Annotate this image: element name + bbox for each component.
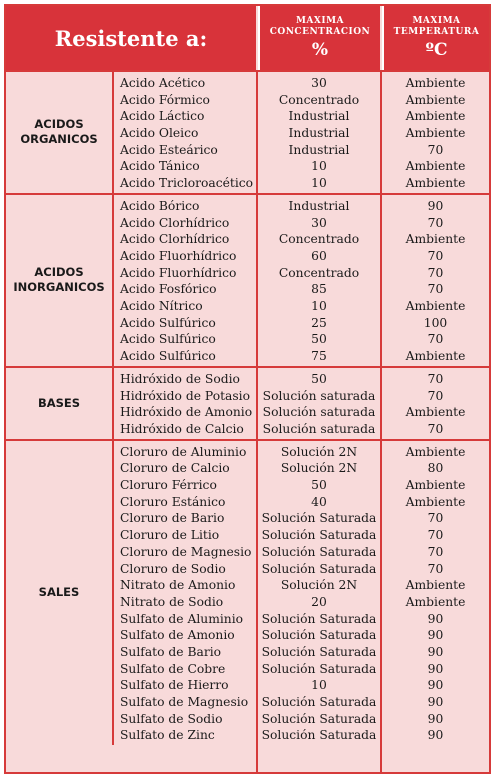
table-row: [114, 677, 489, 694]
concentration-cell: Solución Saturada: [261, 628, 377, 643]
temperature-cell: 100: [423, 315, 448, 330]
temperature-cell: Ambiente: [405, 76, 466, 90]
substance-cell: Acido Nítrico: [120, 299, 203, 314]
substance-cell: Acido Bórico: [120, 198, 200, 213]
table-row: [114, 198, 489, 215]
temperature-cell: 90: [427, 628, 444, 643]
substance-cell: Acido Acético: [120, 76, 206, 90]
table-row: [114, 577, 489, 594]
temperature-cell: Ambiente: [405, 578, 466, 593]
concentration-cell: Solución Saturada: [261, 728, 377, 743]
substance-cell: Nitrato de Amonio: [120, 578, 236, 593]
substance-cell: Acido Fórmico: [120, 92, 210, 107]
temperature-cell: Ambiente: [405, 478, 466, 493]
temperature-cell: 90: [427, 695, 444, 709]
concentration-cell: Solución saturada: [262, 421, 376, 436]
concentration-cell: 75: [311, 349, 327, 364]
table-row: [114, 315, 489, 332]
substance-cell: Cloruro de Calcio: [120, 461, 230, 476]
concentration-cell: Solución 2N: [280, 444, 358, 459]
temperature-cell: 90: [427, 644, 444, 659]
substance-cell: Hidróxido de Amonio: [120, 405, 253, 420]
group-rows: [114, 371, 489, 438]
group: [6, 193, 489, 366]
substance-cell: Cloruro de Litio: [120, 528, 220, 543]
substance-cell: Acido Esteárico: [120, 142, 218, 157]
table-row: [114, 298, 489, 315]
concentration-cell: 10: [311, 678, 327, 693]
substance-cell: Acido Clorhídrico: [120, 232, 230, 247]
header-temperature-label: MAXIMA TEMPERATURA: [393, 16, 480, 37]
substance-cell: Acido Sulfúrico: [120, 332, 216, 347]
concentration-cell: Industrial: [288, 198, 350, 213]
group-rows: [114, 75, 489, 192]
table-row: [114, 494, 489, 511]
temperature-cell: 70: [427, 332, 444, 347]
concentration-cell: Solución Saturada: [261, 695, 377, 709]
substance-cell: Sulfato de Aluminio: [120, 611, 244, 626]
temperature-cell: 90: [427, 661, 444, 676]
temperature-cell: 90: [427, 198, 444, 213]
temperature-cell: 70: [427, 371, 444, 386]
table-row: [114, 348, 489, 365]
substance-cell: Sulfato de Magnesio: [120, 695, 249, 709]
temperature-cell: 70: [427, 388, 444, 403]
group: [6, 70, 489, 193]
temperature-cell: Ambiente: [405, 109, 466, 124]
temperature-cell: 70: [427, 421, 444, 436]
temperature-cell: Ambiente: [405, 92, 466, 107]
group: [6, 439, 489, 746]
temperature-cell: 70: [427, 511, 444, 526]
table-row: [114, 92, 489, 109]
temperature-cell: Ambiente: [405, 349, 466, 364]
substance-cell: Hidróxido de Calcio: [120, 421, 244, 436]
substance-cell: Hidróxido de Sodio: [120, 371, 240, 386]
concentration-cell: Industrial: [288, 109, 350, 124]
concentration-cell: Solución Saturada: [261, 661, 377, 676]
concentration-cell: 50: [311, 371, 327, 386]
column-divider-2: [380, 70, 382, 772]
concentration-cell: 60: [311, 248, 327, 263]
substance-cell: Acido Clorhídrico: [120, 215, 230, 230]
temperature-cell: 90: [427, 611, 444, 626]
concentration-cell: 30: [311, 215, 327, 230]
table-row: [114, 711, 489, 728]
table-row: [114, 404, 489, 421]
temperature-cell: Ambiente: [405, 494, 466, 509]
concentration-cell: Solución Saturada: [261, 511, 377, 526]
concentration-cell: 50: [311, 478, 327, 493]
table-row: [114, 594, 489, 611]
concentration-cell: Concentrado: [278, 265, 360, 280]
substance-cell: Acido Tánico: [120, 159, 200, 174]
table-row: [114, 75, 489, 92]
concentration-cell: 20: [311, 594, 327, 609]
concentration-cell: Solución Saturada: [261, 544, 377, 559]
concentration-cell: 50: [311, 332, 327, 347]
column-divider-1: [256, 70, 258, 772]
category-label: BASES: [6, 368, 114, 439]
substance-cell: Acido Fluorhídrico: [120, 248, 237, 263]
header-max-concentration: [258, 6, 380, 70]
temperature-cell: 70: [427, 561, 444, 576]
table-row: [114, 460, 489, 477]
temperature-cell: 90: [427, 728, 444, 743]
concentration-cell: 40: [311, 494, 327, 509]
group: [6, 366, 489, 439]
temperature-cell: Ambiente: [405, 444, 466, 459]
concentration-cell: 85: [311, 282, 327, 297]
group-rows: [114, 444, 489, 744]
concentration-cell: Industrial: [288, 126, 350, 141]
substance-cell: Cloruro de Sodio: [120, 561, 226, 576]
substance-cell: Cloruro de Aluminio: [120, 444, 247, 459]
table-row: [114, 627, 489, 644]
temperature-cell: 80: [427, 461, 444, 476]
table-row: [114, 281, 489, 298]
table-row: [114, 331, 489, 348]
concentration-cell: 25: [311, 315, 327, 330]
temperature-cell: 70: [427, 544, 444, 559]
substance-cell: Cloruro de Bario: [120, 511, 225, 526]
substance-cell: Acido Sulfúrico: [120, 349, 216, 364]
temperature-cell: Ambiente: [405, 159, 466, 174]
header-temperature-unit: ºC: [425, 40, 448, 60]
table-row: [114, 477, 489, 494]
table-row: [114, 421, 489, 438]
table-row: [114, 527, 489, 544]
category-label: ACIDOS ORGANICOS: [6, 72, 114, 193]
table-row: [114, 108, 489, 125]
substance-cell: Acido Fluorhídrico: [120, 265, 237, 280]
temperature-cell: Ambiente: [405, 405, 466, 420]
concentration-cell: Concentrado: [278, 232, 360, 247]
substance-cell: Sulfato de Cobre: [120, 661, 226, 676]
substance-cell: Sulfato de Bario: [120, 644, 222, 659]
temperature-cell: Ambiente: [405, 126, 466, 141]
table-row: [114, 265, 489, 282]
header-concentration-label: MAXIMA CONCENTRACION: [269, 16, 371, 37]
concentration-cell: Solución saturada: [262, 405, 376, 420]
substance-cell: Sulfato de Amonio: [120, 628, 235, 643]
substance-cell: Acido Oleico: [120, 126, 199, 141]
substance-cell: Hidróxido de Potasio: [120, 388, 251, 403]
group-rows: [114, 198, 489, 365]
table-row: [114, 158, 489, 175]
table-row: [114, 444, 489, 461]
concentration-cell: 30: [311, 76, 327, 90]
substance-cell: Sulfato de Zinc: [120, 728, 215, 743]
table-row: [114, 248, 489, 265]
table-row: [114, 231, 489, 248]
table-row: [114, 142, 489, 159]
substance-cell: Acido Sulfúrico: [120, 315, 216, 330]
resistance-table: [4, 4, 491, 774]
concentration-cell: Industrial: [288, 142, 350, 157]
concentration-cell: Solución 2N: [280, 578, 358, 593]
concentration-cell: 10: [311, 159, 327, 174]
table-row: [114, 727, 489, 744]
table-row: [114, 371, 489, 388]
table-row: [114, 510, 489, 527]
concentration-cell: Solución Saturada: [261, 528, 377, 543]
table-row: [114, 544, 489, 561]
temperature-cell: 70: [427, 215, 444, 230]
category-label: SALES: [6, 441, 114, 746]
temperature-cell: 70: [427, 248, 444, 263]
concentration-cell: Solución Saturada: [261, 644, 377, 659]
substance-cell: Nitrato de Sodio: [120, 594, 224, 609]
temperature-cell: Ambiente: [405, 299, 466, 314]
temperature-cell: 70: [427, 265, 444, 280]
concentration-cell: Solución 2N: [280, 461, 358, 476]
header-concentration-unit: %: [311, 40, 329, 60]
category-label: ACIDOS INORGANICOS: [6, 195, 114, 366]
concentration-cell: Solución saturada: [262, 388, 376, 403]
table-row: [114, 125, 489, 142]
substance-cell: Sulfato de Sodio: [120, 711, 223, 726]
substance-cell: Acido Láctico: [120, 109, 205, 124]
concentration-cell: Solución Saturada: [261, 711, 377, 726]
temperature-cell: Ambiente: [405, 594, 466, 609]
table-row: [114, 661, 489, 678]
table-row: [114, 611, 489, 628]
temperature-cell: Ambiente: [405, 176, 466, 191]
header-title: Resistente a:: [6, 6, 256, 70]
temperature-cell: Ambiente: [405, 232, 466, 247]
header-max-temperature: [382, 6, 489, 70]
temperature-cell: 70: [427, 142, 444, 157]
concentration-cell: 10: [311, 299, 327, 314]
substance-cell: Cloruro Estánico: [120, 494, 226, 509]
table-row: [114, 175, 489, 192]
table-row: [114, 561, 489, 578]
table-row: [114, 215, 489, 232]
concentration-cell: Concentrado: [278, 92, 360, 107]
temperature-cell: 90: [427, 678, 444, 693]
table-row: [114, 694, 489, 711]
temperature-cell: 70: [427, 528, 444, 543]
substance-cell: Acido Fosfórico: [120, 282, 217, 297]
substance-cell: Acido Tricloroacético: [120, 176, 254, 191]
temperature-cell: 90: [427, 711, 444, 726]
table-row: [114, 644, 489, 661]
concentration-cell: 10: [311, 176, 327, 191]
concentration-cell: Solución Saturada: [261, 611, 377, 626]
table-row: [114, 388, 489, 405]
concentration-cell: Solución Saturada: [261, 561, 377, 576]
substance-cell: Cloruro de Magnesio: [120, 544, 252, 559]
substance-cell: Cloruro Férrico: [120, 478, 217, 493]
substance-cell: Sulfato de Hierro: [120, 678, 229, 693]
temperature-cell: 70: [427, 282, 444, 297]
